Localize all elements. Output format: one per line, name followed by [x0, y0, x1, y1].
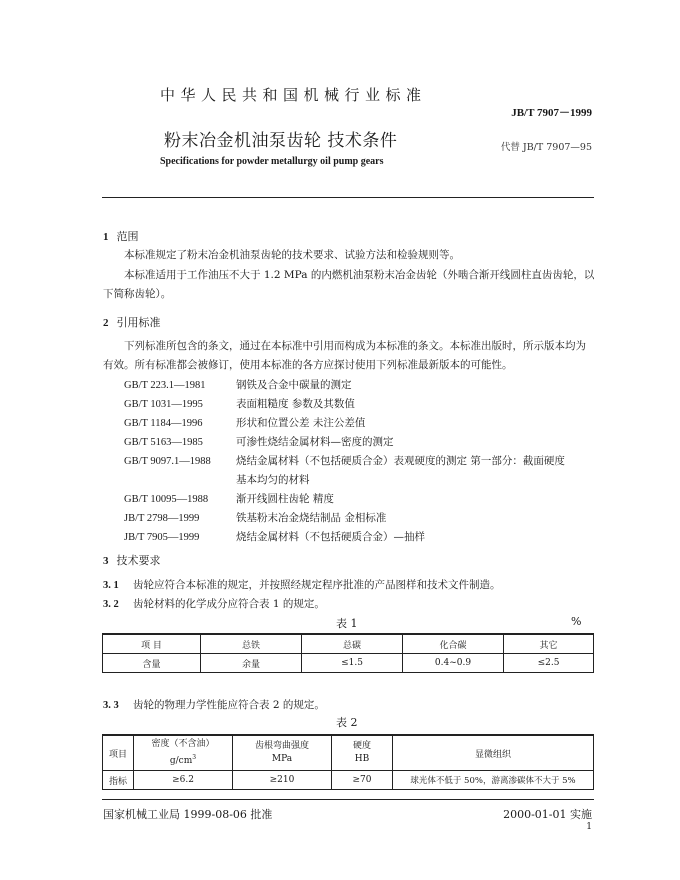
header-divider [102, 197, 594, 198]
table-row [103, 771, 594, 790]
standard-code: JB/T 7907－1999 [511, 107, 592, 119]
section-2-number: 2 [103, 317, 109, 329]
section-3-number: 3 [103, 555, 109, 567]
reference-item: GB/T 5163—1985 可渗性烧结金属材料—密度的测定 [124, 436, 394, 448]
table-row [103, 735, 594, 771]
section-1-heading [103, 228, 139, 244]
section-2-paragraph: 下列标准所包含的条文，通过在本标准中引用而构成为本标准的条文。本标准出版时，所示版本均为有效。所有标准都会被修订，使用本标准的各方应探讨使用下列标准最新版本的可能性。 [103, 340, 586, 371]
footer-divider [102, 799, 594, 800]
title-chinese: 粉末冶金机油泵齿轮 技术条件 [164, 131, 398, 151]
section-1-title: 范围 [116, 230, 139, 243]
title-english: Specifications for powder metallurgy oil pump gears [160, 156, 384, 167]
table-cell: ≥6.2 [134, 771, 233, 790]
reference-item: GB/T 223.1—1981 钢铁及合金中碳量的测定 [124, 379, 352, 391]
effective-date: 2000-01-01 实施 [503, 808, 592, 821]
table-1 [102, 633, 594, 673]
section-2-heading [103, 314, 161, 330]
table-cell: 指标 [103, 771, 134, 790]
section-2-title: 引用标准 [116, 316, 161, 329]
table-row [103, 634, 594, 654]
table-1-caption: 表 1 [336, 617, 358, 630]
section-3-heading [103, 552, 161, 568]
table-header-cell: 项目 [103, 735, 134, 771]
section-3-title: 技术要求 [116, 554, 161, 567]
table-cell: ≤1.5 [302, 654, 403, 673]
reference-item-continuation: 基本均匀的材料 [236, 474, 310, 486]
table-header-cell: 总铁 [201, 634, 302, 654]
clause-3-3: 3. 3 齿轮的物理力学性能应符合表 2 的规定。 [103, 699, 325, 711]
section-1-number: 1 [103, 231, 109, 243]
table-header-cell: 总碳 [302, 634, 403, 654]
table-header-cell: 显微组织 [393, 735, 594, 771]
reference-item: JB/T 7905—1999 烧结金属材料（不包括硬质合金）—抽样 [124, 531, 425, 543]
table-header-cell: 硬度 HB [332, 735, 393, 771]
table-header-cell: 化合碳 [403, 634, 504, 654]
section-1-paragraph-2: 本标准适用于工作油压不大于 1.2 MPa 的内燃机油泵粉末冶金齿轮（外啮合渐开线圆柱直齿齿轮，以下简称齿轮）。 [103, 269, 595, 300]
table-header-cell: 密度（不含油） $g/cm^3$ [134, 735, 233, 771]
table-cell: 余量 [201, 654, 302, 673]
reference-item: JB/T 2798—1999 铁基粉末冶金烧结制品 金相标准 [124, 512, 387, 524]
clause-3-2: 3. 2 齿轮材料的化学成分应符合表 1 的规定。 [103, 598, 325, 610]
table-header-cell: 项 目 [103, 634, 201, 654]
table-2-caption: 表 2 [336, 716, 358, 729]
issuer-approval: 国家机械工业局 1999-08-06 批准 [103, 808, 273, 821]
table-cell: ≥210 [233, 771, 332, 790]
table-1-unit: % [571, 615, 582, 628]
table-2 [102, 734, 594, 790]
table-cell: 0.4~0.9 [403, 654, 504, 673]
table-header-cell: 其它 [504, 634, 594, 654]
reference-item: GB/T 9097.1—1988 烧结金属材料（不包括硬质合金）表观硬度的测定 第一部分：截面硬度 [124, 455, 565, 467]
table-cell: ≤2.5 [504, 654, 594, 673]
issuing-organization: 中华人民共和国机械行业标准 [160, 86, 427, 104]
page-number: 1 [586, 822, 592, 832]
table-cell: 含量 [103, 654, 201, 673]
clause-3-1: 3. 1 齿轮应符合本标准的规定，并按照经规定程序批准的产品图样和技术文件制造。 [103, 579, 501, 591]
reference-item: GB/T 1031—1995 表面粗糙度 参数及其数值 [124, 398, 355, 410]
reference-item: GB/T 10095—1988 渐开线圆柱齿轮 精度 [124, 493, 334, 505]
replaces-standard: 代替 JB/T 7907—95 [500, 142, 592, 153]
table-cell: 球光体不低于 50%，游离渗碳体不大于 5% [393, 771, 594, 790]
table-row [103, 654, 594, 673]
section-1-paragraph-1: 本标准规定了粉末冶金机油泵齿轮的技术要求、试验方法和检验规则等。 [124, 249, 460, 261]
table-header-cell: 齿根弯曲强度 MPa [233, 735, 332, 771]
reference-item: GB/T 1184—1996 形状和位置公差 未注公差值 [124, 417, 366, 429]
table-cell: ≥70 [332, 771, 393, 790]
